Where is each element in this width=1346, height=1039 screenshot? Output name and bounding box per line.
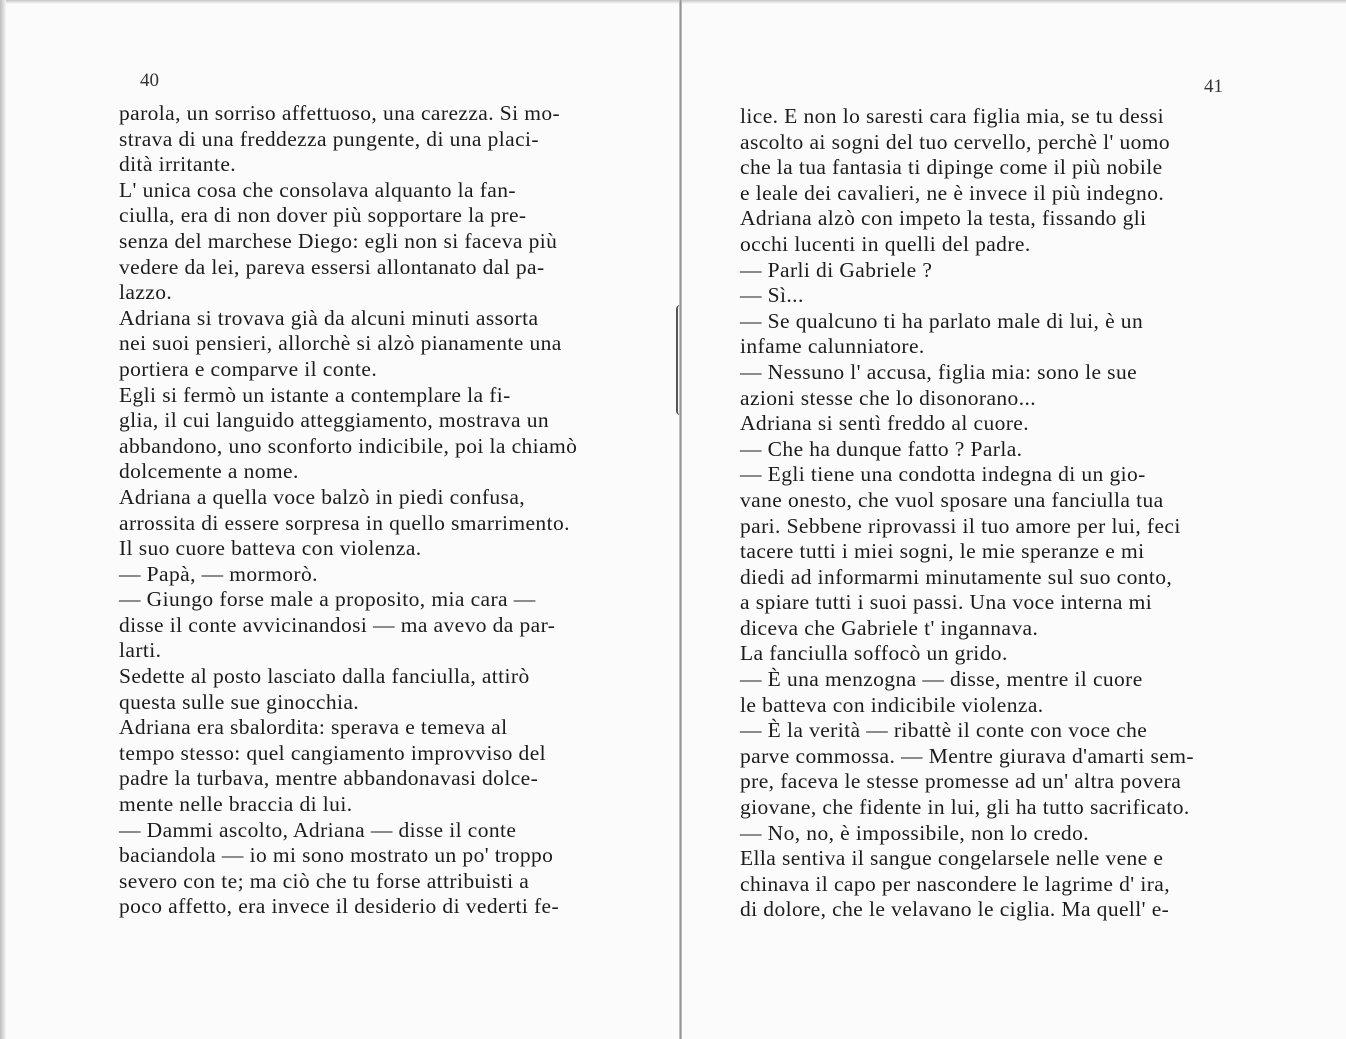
left-page-text <box>119 101 627 920</box>
text-line: chinava il capo per nascondere le lagrime d' ira, <box>740 871 1170 896</box>
text-line: strava di una freddezza pungente, di una placi- <box>119 126 539 151</box>
text-line: — Sì... <box>740 283 804 308</box>
text-line: a spiare tutti i suoi passi. Una voce interna mi <box>740 590 1153 615</box>
text-line: — È la verità — ribattè il conte con voce che <box>740 718 1148 743</box>
text-line: Ella sentiva il sangue congelarsele nelle vene e <box>740 846 1164 871</box>
text-line: dità irritante. <box>119 152 237 177</box>
text-line: portiera e comparve il conte. <box>119 356 378 381</box>
text-line: le batteva con indicibile violenza. <box>740 692 1044 717</box>
text-line: parve commossa. — Mentre giurava d'amarti sem- <box>740 743 1194 768</box>
text-line: Adriana si sentì freddo al cuore. <box>740 411 1030 436</box>
text-line: arrossita di essere sorpresa in quello smarrimento. <box>119 510 570 535</box>
text-line: giovane, che fidente in lui, gli ha tutto sacrificato. <box>740 795 1190 820</box>
text-line: Adriana alzò con impeto la testa, fissando gli <box>740 206 1147 231</box>
text-line: e leale dei cavalieri, ne è invece il più indegno. <box>740 180 1165 205</box>
text-line: Egli si fermò un istante a contemplare la fi- <box>119 382 511 407</box>
text-line: pari. Sebbene riprovassi il tuo amore per lui, feci <box>740 513 1181 538</box>
text-line: — Parli di Gabriele ? <box>740 257 933 282</box>
text-line: — Se qualcuno ti ha parlato male di lui, è un <box>740 308 1144 333</box>
text-line: lazzo. <box>119 280 173 305</box>
text-line: mente nelle braccia di lui. <box>119 792 353 817</box>
page-number-left: 40 <box>140 70 159 91</box>
text-line: — Dammi ascolto, Adriana — disse il conte <box>119 817 517 842</box>
text-line: nei suoi pensieri, allorchè si alzò pianamente una <box>119 331 562 356</box>
text-line: padre la turbava, mentre abbandonavasi dolce- <box>119 766 539 791</box>
text-line: questa sulle sue ginocchia. <box>119 689 360 714</box>
text-line: ciulla, era di non dover più sopportare la pre- <box>119 203 527 228</box>
text-line: — Egli tiene una condotta indegna di un gio- <box>740 462 1146 487</box>
text-line: baciandola — io mi sono mostrato un po' troppo <box>119 843 554 868</box>
text-line: dolcemente a nome. <box>119 459 299 484</box>
page-number-right: 41 <box>1204 76 1223 97</box>
text-line: azioni stesse che lo disonorano... <box>740 385 1037 410</box>
text-line: — Giungo forse male a proposito, mia cara — <box>119 587 536 612</box>
right-page-text <box>740 104 1256 923</box>
text-line: diceva che Gabriele t' ingannava. <box>740 615 1039 640</box>
text-line: Adriana si trovava già da alcuni minuti assorta <box>119 305 539 330</box>
text-line: La fanciulla soffocò un grido. <box>740 641 1008 666</box>
text-line: glia, il cui languido atteggiamento, mostrava un <box>119 408 549 433</box>
text-line: — No, no, è impossibile, non lo credo. <box>740 820 1090 845</box>
text-line: severo con te; ma ciò che tu forse attribuisti a <box>119 868 530 893</box>
text-line: lice. E non lo saresti cara figlia mia, se tu dessi <box>740 104 1164 128</box>
text-line: — Papà, — mormorò. <box>119 561 318 586</box>
text-line: — Che ha dunque fatto ? Parla. <box>740 436 1023 461</box>
text-line: — Nessuno l' accusa, figlia mia: sono le sue <box>740 359 1138 384</box>
text-line: larti. <box>119 638 162 663</box>
text-line: disse il conte avvicinandosi — ma avevo da par- <box>119 612 556 637</box>
text-line: che la tua fantasia ti dipinge come il più nobile <box>740 155 1163 180</box>
text-line: — È una menzogna — disse, mentre il cuore <box>740 667 1143 692</box>
text-line: Adriana a quella voce balzò in piedi confusa, <box>119 484 526 509</box>
text-line: vane onesto, che vuol sposare una fanciulla tua <box>740 487 1164 512</box>
text-line: senza del marchese Diego: egli non si faceva più <box>119 228 558 253</box>
text-line: poco affetto, era invece il desiderio di vederti fe- <box>119 894 560 919</box>
text-line: di dolore, che le velavano le ciglia. Ma quell' e- <box>740 897 1170 922</box>
text-line: pre, faceva le stesse promesse ad un' altra povera <box>740 769 1182 794</box>
text-line: tempo stesso: quel cangiamento improvviso del <box>119 740 547 765</box>
text-line: diedi ad informarmi minutamente sul suo conto, <box>740 564 1173 589</box>
text-line: tacere tutti i miei sogni, le mie speranze e mi <box>740 539 1145 564</box>
right-page <box>681 0 1346 1039</box>
text-line: Il suo cuore batteva con violenza. <box>119 536 422 561</box>
text-line: occhi lucenti in quelli del padre. <box>740 231 1031 256</box>
text-line: Sedette al posto lasciato dalla fanciulla, attirò <box>119 664 530 689</box>
text-line: Adriana era sbalordita: sperava e temeva al <box>119 715 508 740</box>
text-line: infame calunniatore. <box>740 334 925 359</box>
text-line: vedere da lei, pareva essersi allontanato dal pa- <box>119 254 545 279</box>
text-line: abbandono, uno sconforto indicibile, poi la chiamò <box>119 433 578 458</box>
text-line: ascolto ai sogni del tuo cervello, perchè l' uomo <box>740 129 1171 154</box>
text-line: parola, un sorriso affettuoso, una carezza. Si mo- <box>119 101 561 125</box>
text-line: L' unica cosa che consolava alquanto la fan- <box>119 177 516 202</box>
